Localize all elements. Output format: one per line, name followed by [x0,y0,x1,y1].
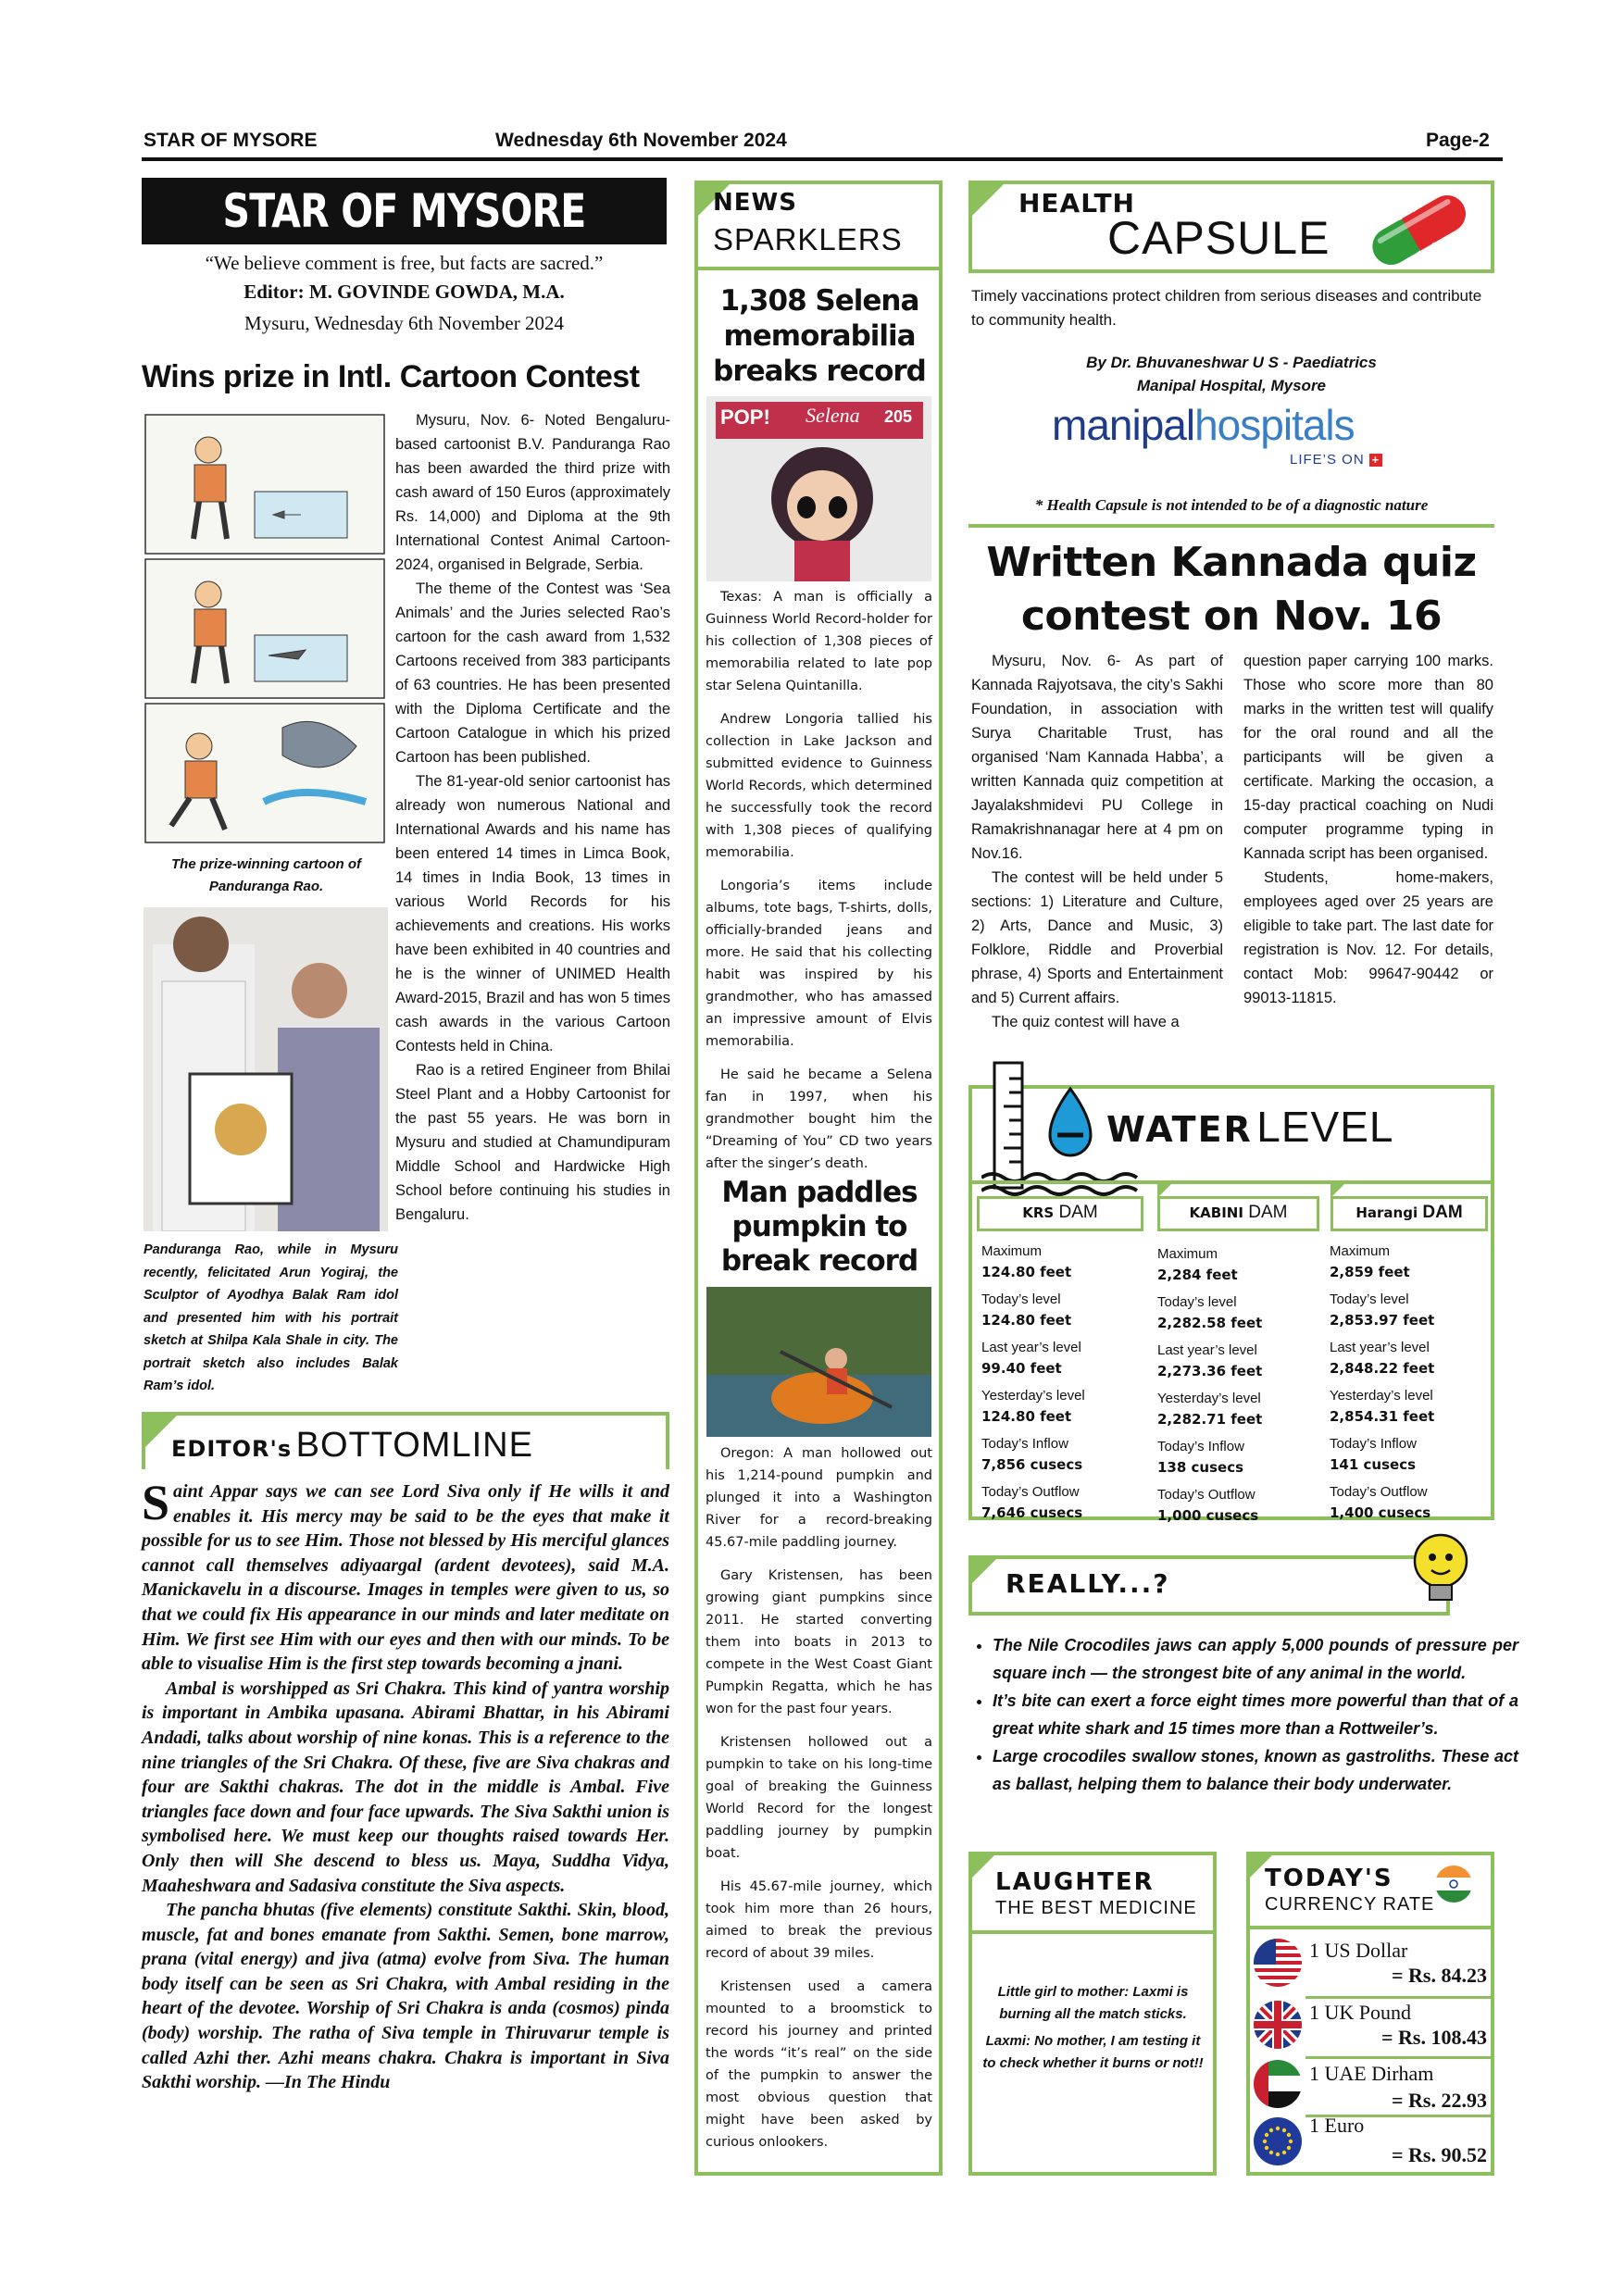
laughter-line-1: Little girl to mother: Laxmi is burning all the match sticks. [997,1984,1189,2022]
dam-row-label: Today’s Outflow [1330,1484,1428,1500]
currency-value: = Rs. 90.52 [1392,2143,1487,2166]
editors-para: The pancha bhutas (five elements) constitute Sakthi. Skin, blood, muscle, fat and bones emanate from Sakthi. Semen, bone marrow, prana (vital energy) and jiva (atma) evolve from Siva. The human body itself can be seen as Sri Chakra, with Ambal residing in the heart of the devotee. Worship of Sri Chakra is anda (cosmos) pinda (body) worship. The ratha of Siva temple in Thiruvarur temple is called Azhi ther. Azhi means chakra. Chakra is important in Siva Sakthi worship. —In The Hindu [142,1900,669,2093]
currency-label-b: CURRENCY RATE [1265,1894,1435,1915]
currency-unit: 1 UK Pound [1309,2001,1412,2024]
health-capsule-text: Timely vaccinations protect children from serious diseases and contribute to community health. [971,287,1482,329]
dam-row-label: Today’s level [1330,1292,1409,1307]
uk-flag-icon [1254,2001,1302,2049]
editors-label-bold: EDITOR's [171,1436,293,1462]
pumpkin-story-body [706,1442,932,2165]
quiz-para: Mysuru, Nov. 6- As part of Kannada Rajyotsava, the city’s Sakhi Foundation, in association with Surya Charitable Trust, has organised ‘Nam Kannada Habba’, a written Kannada quiz competition at Jayalakshmidevi PU College in Ramakrishnanagar here at 4 pm on Nov.16. [971,653,1223,862]
dam-row-value: 1,000 cusecs [1157,1507,1259,1524]
really-facts [968,1631,1518,1798]
editors-para: aint Appar says we can see Lord Siva only if He wills it and enables it. His mercy may be said to be the eyes that make it possible for us to see Him. Those not blessed by His merciful glances cannot call themselves adiyaargal (ardent devotees), said M.A. Manickavelu in a discourse. Images in temples were given to us, so that we could fix His appearance in our minds and later meditate on Him. We first see Him with our eyes and then with our minds. To be able to visualise Him is the first step towards becoming a jnani. [142,1481,669,1675]
cartoon-story-headline: Wins prize in Intl. Cartoon Contest [142,359,640,394]
news-sparklers-label-b: SPARKLERS [713,222,903,256]
dam-row-label: Yesterday’s level [1330,1388,1433,1404]
dam-row-value: 141 cusecs [1330,1456,1417,1473]
dam-suffix: DAM [1058,1203,1098,1222]
manipal-logo-a: manipal [1052,401,1195,449]
funko-number: 205 [884,407,913,426]
news-sparklers-label-a: NEWS [713,189,797,217]
dam-row-value: 7,856 cusecs [981,1456,1083,1473]
laughter-label-a: LAUGHTER [995,1868,1155,1896]
currency-row [1250,1935,1491,1992]
funko-name: Selena [806,404,860,427]
currency-label-rule [1250,1926,1491,1929]
dam-row-label: Today’s Inflow [981,1436,1068,1452]
dam-row-value: 2,284 feet [1157,1267,1238,1283]
dam-row-label: Today’s Inflow [1157,1439,1244,1454]
masthead-title: STAR OF MYSORE [189,181,619,242]
dam-data-harangi [1330,1241,1492,1529]
really-label: REALLY...? [1006,1568,1170,1599]
photo-caption: Panduranga Rao, while in Mysuru recently, felicitated Arun Yogiraj, the Sculptor of Ayodhya Balak Ram idol and presented him with his portrait sketch at Shilpa Kala Shale in city. The portrait sketch also includes Balak Ram’s idol. [144,1242,398,1393]
currency-value: = Rs. 108.43 [1381,2026,1487,2049]
eu-flag-icon [1254,2117,1302,2165]
dam-row-label: Today’s Outflow [1157,1487,1255,1503]
currency-row [1250,1997,1491,2054]
selena-story-body [706,586,932,1186]
really-fact: • It’s bite can exert a force eight times more powerful than that of a great white shark and 15 times more than a Rottweiler’s. [993,1687,1518,1742]
quiz-headline-1: Written Kannada quiz [986,539,1477,586]
felicitation-photo [144,907,388,1231]
dam-row-value: 124.80 feet [981,1312,1072,1329]
health-rule [968,524,1494,528]
masthead-editor: Editor: M. GOVINDE GOWDA, M.A. [244,281,565,303]
capsule-pill-icon [1354,181,1493,274]
dam-row-value: 138 cusecs [1157,1459,1244,1476]
dropcap: S [142,1475,170,1530]
dam-name: Harangi [1355,1204,1418,1221]
quiz-col-2 [1243,649,1493,1010]
pumpkin-para: His 45.67-mile journey, which took him more than 26 hours, aimed to break the previous record of about 39 miles. [706,1879,932,1961]
water-level-rule [972,1180,1491,1184]
health-byline-2: Manipal Hospital, Mysore [1136,377,1327,394]
dam-data-krs [981,1241,1148,1529]
currency-unit: 1 Euro [1309,2114,1365,2137]
health-capsule-label-b: CAPSULE [1107,212,1330,264]
pumpkin-para: Oregon: A man hollowed out his 1,214-pound pumpkin and plunged it into a Washington River for a record-breaking 45.67-mile paddling journey. [706,1446,932,1550]
manipal-logo [1052,400,1355,450]
dam-row-label: Today’s level [981,1292,1061,1307]
manipal-tagline [1290,452,1382,468]
health-capsule-label-a: HEALTH [1018,188,1135,218]
quiz-para: The quiz contest will have a [992,1014,1180,1030]
editors-para: Ambal is worshipped as Sri Chakra. This kind of yantra worship is important in Ambika upasana. Abirami Bhattar, in his Abirami Andadi, talks about worship of nine konas. This is a reference to the nine triangles of the Sri Chakra. Of these, five are Siva chakras and four are Sakthi chakras. The dot in the middle is Ambal. Five triangles face down and four face upwards. The Siva Sakthi union is symbolised here. We must keep our thoughts raised towards Her. Only then will She descend to bless us. Maya, Suddha Vidya, Maaheshwara and Sadasiva constitute the Siva aspects. [142,1678,669,1896]
quiz-col-1 [971,649,1223,1034]
header-date: Wednesday 6th November 2024 [495,130,787,151]
dam-row-value: 2,273.36 feet [1157,1363,1263,1379]
dam-name: KRS [1022,1204,1055,1221]
quiz-para: The contest will be held under 5 sections: 1) Literature and Culture, 2) Arts, Dance and Music, 3) Folklore, Riddle and Proverbial phrase, 4) Sports and Entertainment and 5) Current affairs. [971,869,1223,1006]
editors-bottomline-body [142,1475,669,2095]
header-rule [142,157,1503,161]
cartoon-story-para: The 81-year-old senior cartoonist has already won numerous National and International Awards and his name has been entered 14 times in Limca Book, 14 times in India Book, 13 times in various World Records for his achievements and creations. His works have been exhibited in 40 countries and he is the winner of UNIMED Health Award-2015, Brazil and has won 5 times cash awards in the various Cartoon Contests held in China. [395,773,670,1054]
selena-headline: 1,308 Selena memorabilia breaks record [713,284,926,388]
manipal-logo-b: hospitals [1194,401,1355,449]
dam-row-label: Today’s level [1157,1294,1237,1310]
health-capsule-corner [972,184,1004,216]
dam-row-value: 2,859 feet [1330,1264,1410,1280]
laughter-label-b: THE BEST MEDICINE [995,1898,1197,1918]
cartoon-story-para: Rao is a retired Engineer from Bhilai Steel Plant and a Hobby Cartoonist for the past 55 years. He was born in Mysuru and studied at Chamundipuram Middle School and Hardwicke High School before continuing his studies in Bengaluru. [395,1062,670,1223]
masthead-motto: “We believe comment is free, but facts are sacred.” [205,252,604,274]
dam-corner [1330,1181,1347,1198]
water-label-bold: WATER [1106,1109,1253,1150]
currency-unit: 1 UAE Dirham [1309,2062,1434,2085]
laughter-line-2: Laxmi: No mother, I am testing it to check whether it burns or not!! [982,2033,1204,2071]
header-paper-name: STAR OF MYSORE [144,130,318,151]
dam-name: KABINI [1189,1204,1243,1221]
dam-row-label: Yesterday’s level [981,1388,1085,1404]
cartoon-story-para: The theme of the Contest was ‘Sea Animals’ and the Juries selected Rao’s cartoon for the cash award from 1,532 Cartoons received from 383 participants of 63 countries. He has been presented with the Diploma Certificate and the Cartoon Catalogue in which his prized Cartoon has been published. [395,580,670,766]
dam-suffix: DAM [1422,1203,1463,1222]
editors-bottomline-label [171,1426,533,1466]
india-flag-icon [1435,1866,1472,1903]
dam-row-value: 99.40 feet [981,1360,1062,1377]
dam-row-label: Today’s Outflow [981,1484,1080,1500]
currency-row [1250,2114,1491,2171]
health-disclaimer: * Health Capsule is not intended to be of a diagnostic nature [1034,496,1429,514]
dam-row-value: 2,853.97 feet [1330,1312,1435,1329]
dam-header-krs [977,1196,1143,1231]
quiz-headline-2: contest on Nov. 16 [1020,593,1443,640]
dam-row-value: 2,282.71 feet [1157,1411,1263,1428]
dam-row-label: Yesterday’s level [1157,1391,1261,1406]
cartoon-story-body [395,408,670,1227]
dam-row-label: Maximum [1157,1246,1218,1262]
health-byline-1: By Dr. Bhuvaneshwar U S - Paediatrics [1086,354,1377,371]
selena-para: Longoria’s items include albums, tote bags, T-shirts, dolls, officially-branded jeans and more. He said that his collecting habit was inspired by his grandmother, who has amassed an impressive amount of Elvis memorabilia. [706,879,932,1049]
water-level-label [1106,1102,1393,1152]
really-corner [972,1559,996,1583]
manipal-tagline-text: LIFE’S ON [1290,452,1365,468]
funko-brand: POP! [720,406,770,429]
pumpkin-para: Kristensen hollowed out a pumpkin to take on his long-time goal of breaking the Guinness World Record for the longest paddling journey by pumpkin boat. [706,1735,932,1861]
currency-value: = Rs. 84.23 [1392,1964,1487,1987]
currency-row [1250,2054,1491,2112]
dam-row-label: Last year’s level [1330,1340,1430,1355]
dam-row-value: 124.80 feet [981,1264,1072,1280]
pumpkin-headline: Man paddles pumpkin to break record [720,1176,918,1278]
water-label-light: LEVEL [1256,1103,1394,1151]
dam-row-value: 2,282.58 feet [1157,1315,1263,1331]
selena-para: Andrew Longoria tallied his collection in Lake Jackson and submitted evidence to Guinness World Records, which determined he successfully took the record with 1,308 pieces of qualifying memorabilia. [706,712,932,860]
really-fact: • Large crocodiles swallow stones, known as gastroliths. These act as ballast, helping them to balance their body underwater. [993,1742,1518,1798]
dam-row-label: Maximum [981,1243,1043,1259]
dam-row-label: Today’s Inflow [1330,1436,1417,1452]
currency-label-a: TODAY'S [1265,1865,1393,1892]
news-sparklers-label-rule [698,267,939,270]
dam-row-label: Last year’s level [981,1340,1081,1355]
laughter-corner [972,1855,994,1878]
cartoon-story-para: Mysuru, Nov. 6- Noted Bengaluru-based cartoonist B.V. Panduranga Rao has been awarded the third prize with cash award of 150 Euros (approximately Rs. 14,000) and Diploma at the 9th International Contest Animal Cartoon-2024, organised in Belgrade, Serbia. [395,412,670,573]
dam-header-kabini [1157,1196,1319,1231]
pumpkin-photo [706,1287,931,1437]
pumpkin-para: Gary Kristensen, has been growing giant pumpkins since 2011. He started converting them into boats in 2013 to compete in the West Coast Giant Pumpkin Regatta, which he has won for the past four years. [706,1568,932,1716]
quiz-para: Students, home-makers, employees aged over 25 years are eligible to take part. The last date for registration is Nov. 12. For details, contact Mob: 99647-90442 or 99013-11815. [1243,869,1493,1006]
prize-cartoon [144,413,388,848]
dam-data-kabini [1157,1243,1324,1532]
lightbulb-icon [1404,1528,1478,1616]
dam-suffix: DAM [1248,1203,1288,1222]
currency-unit: 1 US Dollar [1309,1939,1408,1962]
plus-icon: + [1369,454,1382,467]
us-flag-icon [1254,1939,1302,1987]
dam-row-value: 1,400 cusecs [1330,1504,1431,1521]
dam-row-value: 124.80 feet [981,1408,1072,1425]
currency-value: = Rs. 22.93 [1392,2089,1487,2112]
dam-header-harangi [1330,1196,1488,1231]
dam-row-value: 2,848.22 feet [1330,1360,1435,1377]
laughter-label-rule [972,1930,1213,1934]
editors-label-light: BOTTOMLINE [295,1426,533,1465]
quiz-para: question paper carrying 100 marks. Those who score more than 80 marks in the written test will qualify for the oral round and all the participants will be given a certificate. Marking the occasion, a 15-day practical coaching on Nudi computer programme typing in Kannada script has been organised. [1243,653,1493,862]
header-page-number: Page-2 [1426,130,1490,151]
cartoon-caption: The prize-winning cartoon of Panduranga Rao. [171,856,361,894]
selena-para: He said he became a Selena fan in 1997, when his grandmother bought him the “Dreaming of You” CD two years after the singer’s death. [706,1067,932,1171]
dam-row-label: Last year’s level [1157,1342,1257,1358]
pumpkin-para: Kristensen used a camera mounted to a broomstick to record his journey and printed the words “it’s real” on the side of the pumpkin to answer the most obvious question that might have been asked by curious onlookers. [706,1979,932,2150]
dam-row-value: 2,854.31 feet [1330,1408,1435,1425]
selena-para: Texas: A man is officially a Guinness World Record-holder for his collection of 1,308 pieces of memorabilia related to late pop star Selena Quintanilla. [706,590,932,693]
uae-flag-icon [1254,2060,1302,2108]
dam-row-value: 7,646 cusecs [981,1504,1083,1521]
masthead-dateline: Mysuru, Wednesday 6th November 2024 [244,312,564,334]
dam-row-label: Maximum [1330,1243,1391,1259]
really-fact: • The Nile Crocodiles jaws can apply 5,000 pounds of pressure per square inch — the strongest bite of any animal in the world. [993,1631,1518,1687]
dam-corner [1157,1181,1174,1198]
